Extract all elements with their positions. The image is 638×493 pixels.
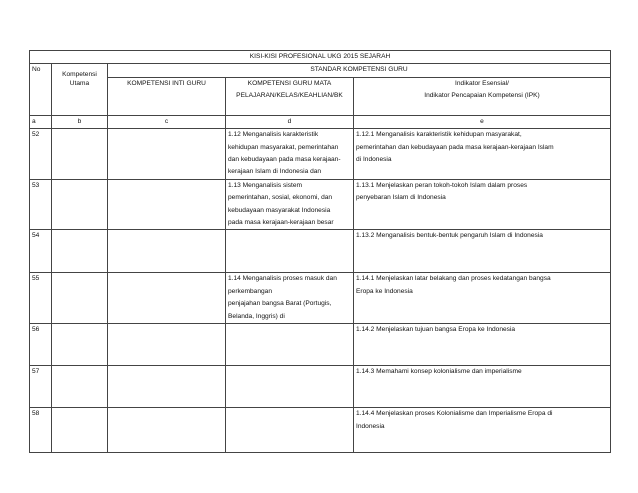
kompetensi-mapel-cell [226,366,354,408]
kompetensi-mapel-cell [226,179,354,230]
kompetensi-mapel-cell [226,273,354,324]
cell-line: 1.14.4 Menjelaskan proses Kolonialisme dan Imperialisme Eropa di [356,410,553,418]
kompetensi-inti-cell [108,179,226,230]
table-row [30,273,611,324]
cell-line: 1.14.3 Memahami konsep kolonialisme dan imperialisme [356,368,522,376]
cell-line: 1.13.2 Menganalisis bentuk-bentuk pengaruh Islam di Indonesia [356,232,543,240]
kompetensi-utama-cell [52,179,108,230]
kompetensi-inti-cell [108,324,226,366]
cell-line: Indonesia [356,422,385,430]
cell-line: Eropa ke Indonesia [356,287,413,295]
cell-line: kebudayaan masyarakat Indonesia [228,206,331,214]
kompetensi-inti-cell [108,408,226,453]
letter-d: d [226,115,354,128]
kompetensi-utama-cell [52,273,108,324]
cell-line: 1.13 Menganalisis sistem [228,181,303,189]
cell-line: penjajahan bangsa Barat (Portugis, [228,300,332,308]
row-number: 56 [30,324,52,366]
kompetensi-mapel-cell [226,230,354,273]
letter-a: a [30,115,52,128]
kompetensi-mapel-header [226,77,354,115]
cell-line: pemerintahan dan kebudayaan pada masa kerajaan-kerajaan Islam [356,143,554,151]
indikator-cell [354,273,611,324]
cell-line: 1.14.2 Menjelaskan tujuan bangsa Eropa ke Indonesia [356,326,516,334]
kompetensi-inti-cell [108,129,226,180]
indikator-cell [354,230,611,273]
kompetensi-utama-cell [52,366,108,408]
cell-line: 1.13.1 Menjelaskan peran tokoh-tokoh Islam dalam proses [356,181,528,189]
kisi-kisi-table [29,50,611,453]
kompetensi-inti-cell [108,230,226,273]
kompetensi-inti-cell [108,366,226,408]
row-number: 55 [30,273,52,324]
cell-line: penyebaran Islam di Indonesia [356,194,446,202]
kompetensi-inti-cell [108,273,226,324]
cell-line: Belanda, Inggris) di [228,312,285,320]
no-header: No [30,64,52,115]
table-row [30,408,611,453]
letter-b: b [52,115,108,128]
row-number: 57 [30,366,52,408]
cell-line: pemerintahan, sosial, ekonomi, dan [228,194,333,202]
table-row [30,324,611,366]
letter-c: c [108,115,226,128]
row-number: 58 [30,408,52,453]
cell-line: 1.14 Menganalisis proses masuk dan [228,275,337,283]
cell-line: pada masa kerajaan-kerajaan besar [228,219,334,227]
cell-line: 1.14.1 Menjelaskan latar belakang dan proses kedatangan bangsa [356,275,551,283]
indikator-cell [354,408,611,453]
kompetensi-mapel-header-line2: PELAJARAN/KELAS/KEAHLIAN/BK [236,92,343,100]
kompetensi-utama-cell [52,230,108,273]
standar-kompetensi-header: STANDAR KOMPETENSI GURU [108,64,611,77]
indikator-cell [354,324,611,366]
kompetensi-utama-header: Kompetensi Utama [52,64,108,115]
cell-line: dan kebudayaan pada masa kerajaan- [228,156,341,164]
cell-line: 1.12.1 Menganalisis karakteristik kehidupan masyarakat, [356,131,522,139]
kompetensi-mapel-header-line1: KOMPETENSI GURU MATA [247,79,332,87]
kompetensi-utama-cell [52,324,108,366]
cell-line: 1.12 Menganalisis karakteristik [228,131,319,139]
kompetensi-mapel-cell [226,408,354,453]
row-number: 52 [30,129,52,180]
cell-line: kehidupan masyarakat, pemerintahan [228,143,339,151]
indikator-header-line2: Indikator Pencapaian Kompetensi (IPK) [424,92,540,100]
indikator-header-line1: Indikator Esensial/ [455,79,509,87]
indikator-header [354,77,611,115]
kompetensi-inti-header: KOMPETENSI INTI GURU [108,77,226,115]
table-row [30,230,611,273]
cell-line: perkembangan [228,287,272,295]
kompetensi-mapel-cell [226,129,354,180]
table-row [30,366,611,408]
table-title: KISI-KISI PROFESIONAL UKG 2015 SEJARAH [30,51,611,64]
row-number: 54 [30,230,52,273]
indikator-cell [354,179,611,230]
cell-line: kerajaan Islam di Indonesia dan [228,168,322,176]
letter-e: e [354,115,611,128]
table-row [30,179,611,230]
kompetensi-utama-cell [52,408,108,453]
kompetensi-utama-cell [52,129,108,180]
row-number: 53 [30,179,52,230]
indikator-cell [354,129,611,180]
cell-line: di Indonesia [356,156,392,164]
kompetensi-mapel-cell [226,324,354,366]
table-row [30,129,611,180]
indikator-cell [354,366,611,408]
